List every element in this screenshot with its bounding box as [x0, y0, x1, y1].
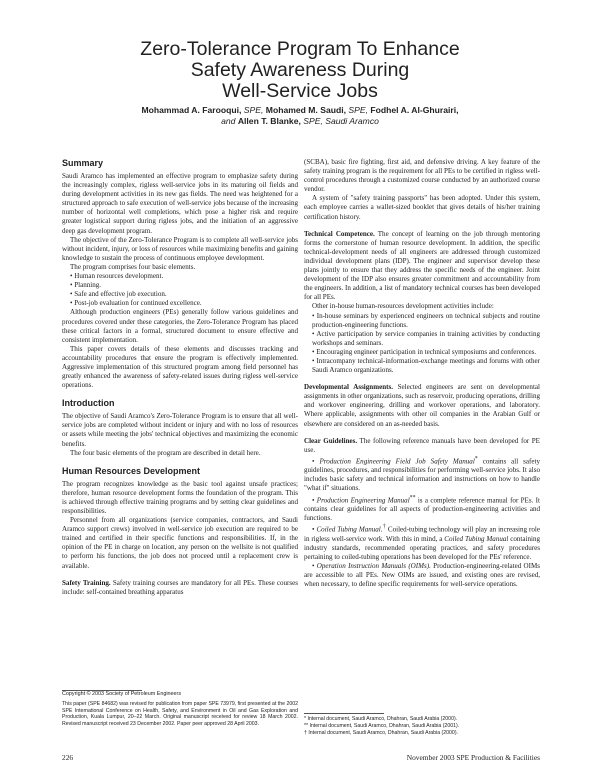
author-list	[40, 105, 560, 127]
paragraph: The objective of Saudi Aramco's Zero-Tolerance Program is to ensure that all well-service jobs are completed without incident or injury and with no loss of resources or assets while meeting the jobs' technical objectives and maximizing the economic benefits.	[62, 412, 298, 448]
paragraph-text: contains all safety guidelines, procedures, and responsibilities for performing well-service jobs. It also includes basic safety and technical information and instructions on how to handle "what if" situations.	[304, 457, 541, 493]
paragraph-text: The following reference manuals have been developed for PE use.	[304, 436, 540, 454]
author-name: Mohamed M. Saudi,	[265, 105, 346, 115]
paragraph: This paper covers details of these elements and discusses tracking and accountability procedures that ensure the program is effectively implemented. Aggressive implementation of this structured program among field personnel has greatly enhanced the awareness of safety-related issues during rigless well-service operations.	[62, 344, 298, 390]
author-name: Allen T. Blanke,	[237, 116, 301, 126]
element-list	[62, 272, 298, 308]
paragraph-text: is a complete reference manual for PEs. It contains clear guidelines for all aspects of production-engineering activities and functions.	[304, 495, 540, 523]
paragraph	[62, 579, 298, 597]
paper-title	[40, 39, 560, 102]
footnote-mark: **	[409, 494, 416, 501]
author-name: Mohammad A. Farooqui,	[141, 105, 242, 115]
paragraph-text: Safety training courses are mandatory for all PEs. These courses include: self-contained breathing apparatus	[62, 578, 298, 596]
section-heading-introduction: Introduction	[62, 398, 115, 409]
author-name: Fodhel A. Al-Ghurairi,	[370, 105, 459, 115]
paragraph: Saudi Aramco has implemented an effective program to emphasize safety during the increasingly complex, rigless well-service jobs in its maturing oil fields and during development activities in its new gas fields. The need was heightened for a structured approach to safe execution of well-service jobs because of the increasing number of horizontal well completions, which pose a higher risk and require greater logistical support during rigless jobs, and the initiation of an aggressive deep gas development program.	[62, 172, 298, 235]
author-affiliation: SPE,	[243, 105, 264, 115]
journal-footer: November 2003 SPE Production & Facilities	[406, 753, 540, 762]
author-affiliation: SPE, Saudi Aramco	[303, 116, 379, 126]
paragraph-text: Coiled-tubing technology will play an increasing role in rigless well-service work. With this in mind, a	[304, 525, 540, 543]
author-affiliation: SPE,	[348, 105, 368, 115]
paragraph-text: containing industry standards, recommended operating practices, and safety procedures pertaining to coiled-tubing operations has been developed for the PEs' reference.	[304, 534, 540, 561]
list-item: • Human resources development.	[70, 272, 298, 281]
footnotes	[304, 716, 540, 737]
manual-title: Production Engineering Manual	[316, 495, 410, 504]
author-conjunction: and	[221, 116, 236, 126]
paragraph: • Production Engineering Manual** is a complete reference manual for PEs. It contains clear guidelines for all aspects of production-engineering activities and functions.	[304, 494, 540, 523]
paragraph-text: The concept of learning on the job through mentoring forms the cornerstone of human resource development. In addition, the specific technical-development needs of all engineers are addressed through customized individual development plans (IDP). The engineer and supervisor develop these plans jointly to ensure that they address the specific needs of the engineer. Joint development of the IDP also ensures greater commitment and accountability from the engineers. In addition, a list of mandatory technical courses has been developed for all PEs.	[304, 229, 540, 302]
list-item: • Post-job evaluation for continued excellence.	[70, 299, 298, 308]
paragraph: • Operation Instruction Manuals (OIMs). Production-engineering-related OIMs are accessible to all PEs. New OIMs are issued, and existing ones are revised, when necessary, to define specific requirements for well-service operations.	[304, 561, 540, 589]
manual-title: Operation Instruction Manuals (OIMs).	[316, 561, 431, 570]
section-heading-summary: Summary	[62, 158, 104, 168]
list-item: • Encouraging engineer participation in technical symposiums and conferences.	[312, 348, 540, 357]
manual-title: Coiled Tubing Manual	[444, 534, 509, 543]
page-number: 226	[62, 753, 74, 762]
title-line: Well-Service Jobs	[222, 80, 378, 103]
paragraph-text: Selected engineers are sent on developmental assignments in other organizations, such as reservoir, producing operations, drilling and workover engineering, drilling and workover operations, and laboratory. Where applicable, assignments with other oil companies in the Arabian Gulf or elsewhere are considered on an as-needed basis.	[304, 383, 540, 428]
run-in-heading: Technical Competence.	[304, 229, 375, 238]
paragraph: Personnel from all organizations (service companies, contractors, and Saudi Aramco support crews) involved in well-service job execution are required to be trained and certified in their specific functions and responsibilities. If, in the opinion of the PE in charge on location, any person on the wellsite is not qualified to perform his functions, the job does not proceed until a replacement crew is available.	[62, 516, 298, 570]
footnote-divider	[304, 713, 384, 714]
paragraph: The program comprises four basic elements.	[70, 262, 196, 271]
activity-list	[304, 312, 540, 376]
paragraph: The program recognizes knowledge as the basic tool against unsafe practices; therefore, human resource development forms the foundation of the program. This is achieved through effective training programs and by setting clear guidelines and responsibilities.	[62, 479, 298, 515]
footnote-mark: *	[474, 455, 478, 462]
manual-title: Coiled Tubing Manual.	[316, 525, 383, 534]
paragraph: Although production engineers (PEs) generally follow various guidelines and procedures covered under these categories, the Zero-Tolerance Program has placed these critical factors in a formal, structured document to ensure effective and consistent implementation.	[62, 308, 298, 344]
footnote: ** Internal document, Saudi Aramco, Dhahran, Saudi Arabia (2001).	[304, 723, 460, 729]
paragraph	[304, 383, 540, 428]
run-in-heading: Developmental Assignments.	[304, 383, 393, 392]
section-heading-hrd: Human Resources Development	[62, 465, 201, 476]
list-item: • Planning.	[70, 281, 298, 290]
left-column	[62, 158, 298, 597]
footnote-mark: †	[382, 524, 386, 531]
list-item: • Safe and effective job execution.	[70, 290, 298, 299]
run-in-heading: Safety Training.	[62, 578, 111, 587]
paragraph: • Coiled Tubing Manual.† Coiled-tubing technology will play an increasing role in rigless well-service work. With this in mind, a Coiled Tubing Manual containing industry standards, recommended operating practices, and safety procedures pertaining to coiled-tubing operations has been developed for the PEs' reference.	[304, 524, 540, 561]
copyright-notice: Copyright © 2003 Society of Petroleum Engineers	[62, 691, 182, 697]
paragraph: • Production Engineering Field Job Safety Manual* contains all safety guidelines, procedures, and responsibilities for performing well-service jobs. It also includes basic safety and technical information and instructions on how to handle "what if" situations.	[304, 455, 541, 493]
list-item: • In-house seminars by experienced engineers on technical subjects and routine production-engineering functions.	[312, 312, 540, 330]
footnote: † Internal document, Saudi Aramco, Dhahran, Saudi Arabia (2000).	[304, 730, 458, 736]
paragraph: Other in-house human-resources development activities include:	[312, 302, 494, 311]
paragraph: The objective of the Zero-Tolerance Program is to complete all well-service jobs without incident, injury, or loss of resources while maximizing benefits and gaining knowledge to sustain the process of continuous employee development.	[62, 235, 298, 262]
paragraph	[304, 230, 540, 303]
title-line: Safety Awareness During	[190, 59, 410, 82]
paragraph: A system of "safety training passports" has been adopted. Under this system, each employee carries a wallet-sized booklet that gives details of his/her training certification history.	[304, 194, 540, 221]
footnote: * Internal document, Saudi Aramco, Dhahran, Saudi Arabia (2000).	[304, 716, 458, 722]
paragraph: The four basic elements of the program are described in detail here.	[70, 448, 261, 457]
title-line: Zero-Tolerance Program To Enhance	[140, 38, 460, 61]
paragraph	[304, 437, 540, 455]
run-in-heading: Clear Guidelines.	[304, 436, 358, 445]
list-item: • Intracompany technical-information-exchange meetings and forums with other Saudi Aramco organizations.	[312, 357, 540, 375]
manual-title: Production Engineering Field Job Safety Manual	[319, 457, 475, 466]
right-column	[304, 158, 540, 589]
list-item: • Active participation by service companies in training activities by conducting workshops and seminars.	[312, 330, 540, 348]
paragraph: (SCBA), basic fire fighting, first aid, and defensive driving. A key feature of the safety training program is the requirement for all PEs to be certified in rigless well-control procedures through a customized course conducted by an authorized course vendor.	[304, 158, 540, 194]
paragraph-text: Production-engineering-related OIMs are accessible to all PEs. New OIMs are issued, and existing ones are revised, when necessary, to define specific requirements for well-service operations.	[304, 561, 540, 589]
original-paper-note: This paper (SPE 84682) was revised for publication from paper SPE 73979, first presented at the 2002 SPE International Conference on Health, Safety, and Environment in Oil and Gas Exploration and Production, Kuala Lumpur, 20–22 March. Original manuscript received for review 18 March 2002. Revised manuscript received 23 December 2002. Paper peer approved 28 April 2003.	[62, 701, 298, 727]
